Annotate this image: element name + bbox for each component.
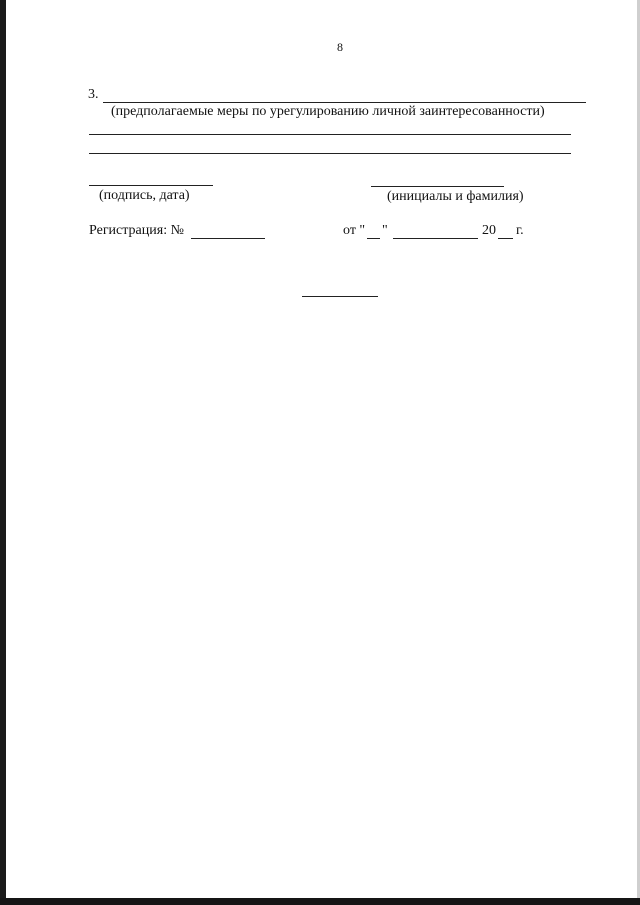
registration-number-line[interactable] bbox=[191, 238, 265, 239]
year-line[interactable] bbox=[498, 238, 513, 239]
measures-entry-line-1[interactable] bbox=[103, 102, 586, 103]
end-separator-line bbox=[302, 296, 378, 297]
date-prefix: от " bbox=[343, 223, 366, 238]
registration-label: Регистрация: № bbox=[89, 223, 184, 238]
scan-border-left bbox=[0, 0, 6, 905]
measures-entry-line-3[interactable] bbox=[89, 153, 571, 154]
signature-date-caption: (подпись, дата) bbox=[99, 188, 190, 203]
item-number: 3. bbox=[88, 87, 99, 102]
year-suffix: г. bbox=[516, 223, 524, 238]
signature-date-line[interactable] bbox=[89, 185, 213, 186]
measures-entry-line-2[interactable] bbox=[89, 134, 571, 135]
scan-border-bottom bbox=[0, 898, 640, 905]
month-line[interactable] bbox=[393, 238, 478, 239]
year-prefix: 20 bbox=[482, 223, 496, 238]
initials-surname-line[interactable] bbox=[371, 186, 504, 187]
measures-caption: (предполагаемые меры по урегулированию личной заинтересованности) bbox=[111, 104, 545, 119]
date-quote-close: " bbox=[382, 223, 388, 238]
initials-surname-caption: (инициалы и фамилия) bbox=[387, 189, 524, 204]
day-line[interactable] bbox=[367, 238, 380, 239]
page-number: 8 bbox=[337, 40, 343, 54]
